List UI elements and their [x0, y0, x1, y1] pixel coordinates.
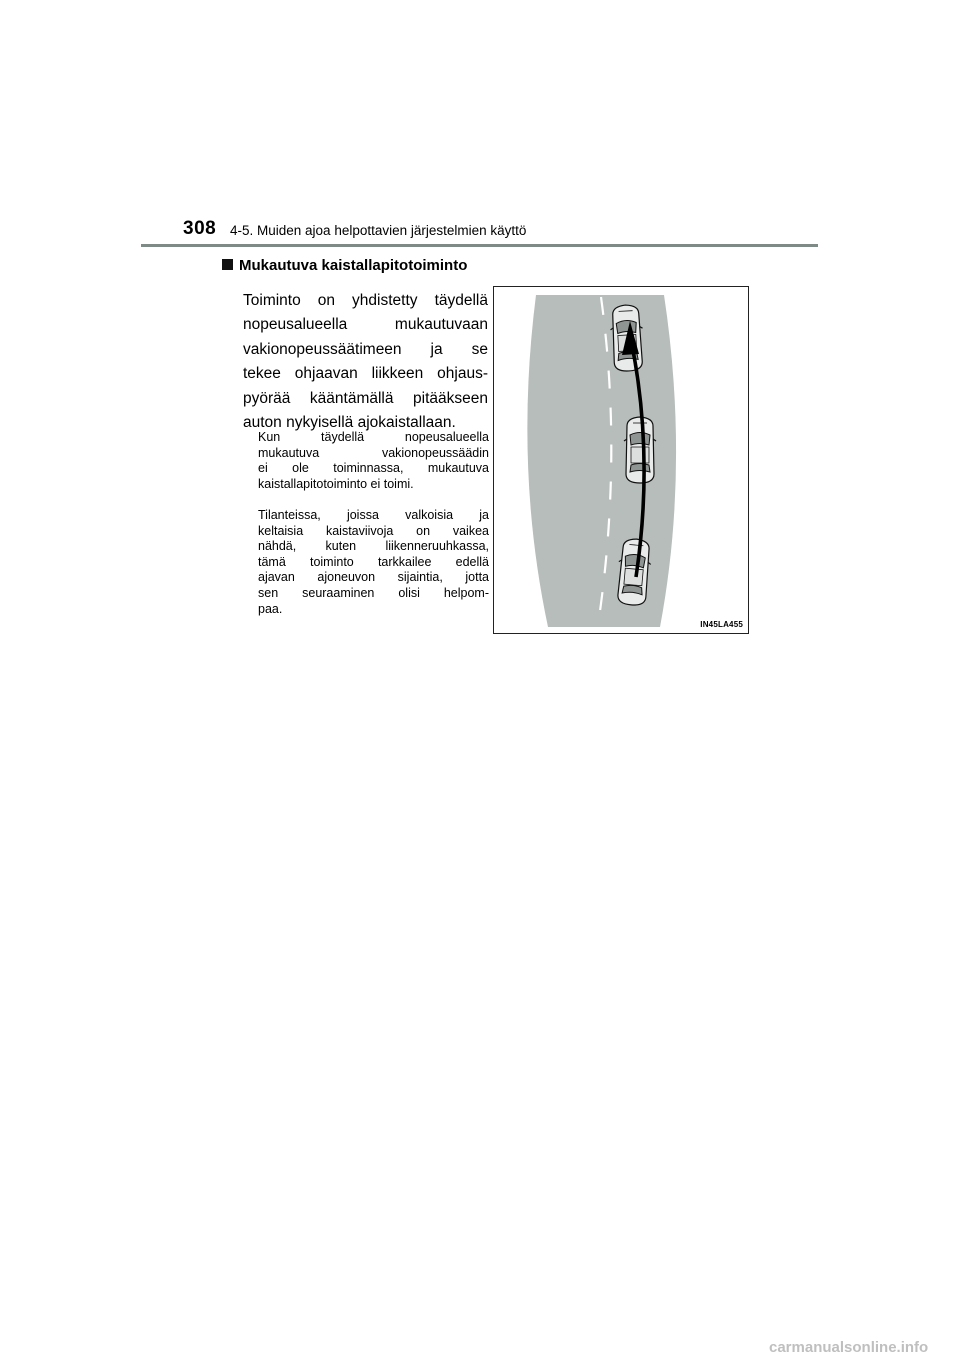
section-heading	[222, 257, 467, 274]
page-number: 308	[183, 218, 217, 239]
body-line: auton nykyisellä ajokaistallaan.	[243, 414, 456, 432]
curved-road-icon	[494, 287, 748, 633]
note-paragraph	[258, 430, 489, 492]
chapter-title: 4-5. Muiden ajoa helpottavien järjestelmien käyttö	[230, 223, 527, 238]
body-line: pyörää kääntämällä pitääkseen	[243, 389, 488, 407]
header-divider	[141, 244, 818, 247]
car-icon	[624, 417, 656, 483]
body-line: nopeusalueella mukautuvaan	[243, 316, 488, 334]
note-line: Kun täydellä nopeusalueella	[258, 430, 489, 444]
note-line: sen seuraaminen olisi helpom-	[258, 585, 489, 600]
note-line: paa.	[258, 601, 283, 616]
note-line: keltaisia kaistaviivoja on vaikea	[258, 523, 489, 538]
note-line: ajavan ajoneuvon sijaintia, jotta	[258, 570, 489, 585]
square-bullet-icon	[222, 259, 233, 270]
note-line: mukautuva vakionopeussäädin	[258, 445, 489, 460]
note-line: nähdä, kuten liikenneruuhkassa,	[258, 539, 489, 554]
body-line: vakionopeussäätimeen ja se	[243, 340, 488, 358]
body-line: Toiminto on yhdistetty täydellä	[243, 292, 488, 309]
body-line: tekee ohjaavan liikkeen ohjaus-	[243, 365, 488, 383]
note-line: Tilanteissa, joissa valkoisia ja	[258, 508, 489, 522]
section-heading-text: Mukautuva kaistallapitotoiminto	[239, 257, 468, 274]
watermark-text: carmanualsonline.info	[769, 1339, 929, 1356]
note-line: ei ole toiminnassa, mukautuva	[258, 461, 489, 476]
note-paragraph	[258, 508, 489, 617]
body-paragraph	[243, 289, 488, 435]
note-line: kaistallapitotoiminto ei toimi.	[258, 476, 414, 491]
lane-keeping-illustration	[493, 286, 749, 634]
note-line: tämä toiminto tarkkailee edellä	[258, 554, 489, 569]
figure-code: IN45LA455	[700, 620, 743, 629]
